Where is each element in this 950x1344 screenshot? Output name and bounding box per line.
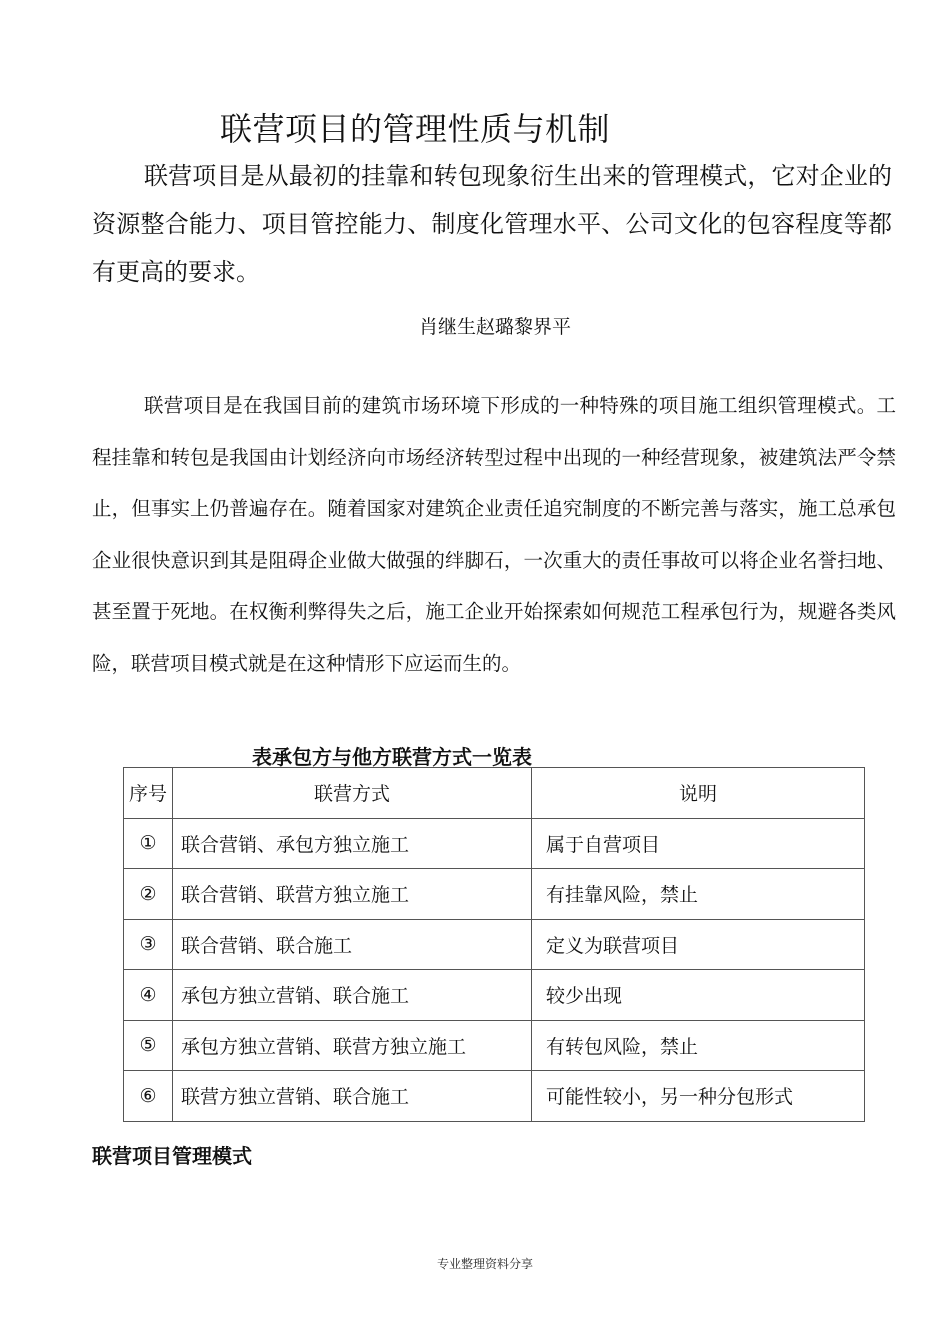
row-mode: 联合营销、承包方独立施工 bbox=[173, 818, 532, 869]
row-index: ⑥ bbox=[124, 1071, 173, 1122]
joint-operation-table bbox=[123, 767, 865, 1122]
row-mode: 联合营销、联合施工 bbox=[173, 919, 532, 970]
row-mode: 联营方独立营销、联合施工 bbox=[173, 1071, 532, 1122]
page-footer: 专业整理资料分享 bbox=[436, 1257, 533, 1271]
row-index: ③ bbox=[124, 919, 173, 970]
row-note: 有挂靠风险，禁止 bbox=[532, 869, 865, 920]
row-note: 较少出现 bbox=[532, 970, 865, 1021]
author-line: 肖继生赵璐黎界平 bbox=[418, 316, 571, 338]
article-title: 联营项目的管理性质与机制 bbox=[220, 110, 611, 148]
row-index: ④ bbox=[124, 970, 173, 1021]
header-index: 序号 bbox=[124, 768, 173, 819]
article-body-paragraph: 联营项目是在我国目前的建筑市场环境下形成的一种特殊的项目施工组织管理模式。工程挂靠和转包是我国由计划经济向市场经济转型过程中出现的一种经营现象，被建筑法严令禁止，但事实上仍普遍存在。随着国家对建筑企业责任追究制度的不断完善与落实，施工总承包企业很快意识到其是阻碍企业做大做强的绊脚石，一次重大的责任事故可以将企业名誉扫地、甚至置于死地。在权衡利弊得失之后，施工企业开始探索如何规范工程承包行为，规避各类风险，联营项目模式就是在这种情形下应运而生的。 bbox=[92, 394, 896, 675]
table-row bbox=[124, 919, 865, 970]
row-mode: 联合营销、联营方独立施工 bbox=[173, 869, 532, 920]
table-header-row bbox=[124, 768, 865, 819]
row-note: 定义为联营项目 bbox=[532, 919, 865, 970]
row-index: ① bbox=[124, 818, 173, 869]
table-row bbox=[124, 818, 865, 869]
row-index: ⑤ bbox=[124, 1020, 173, 1071]
section-heading: 联营项目管理模式 bbox=[92, 1144, 252, 1168]
table-caption: 表承包方与他方联营方式一览表 bbox=[252, 745, 532, 769]
row-note: 属于自营项目 bbox=[532, 818, 865, 869]
table-row bbox=[124, 869, 865, 920]
row-note: 有转包风险，禁止 bbox=[532, 1020, 865, 1071]
row-index: ② bbox=[124, 869, 173, 920]
header-note: 说明 bbox=[532, 768, 865, 819]
table-row bbox=[124, 970, 865, 1021]
article-summary: 联营项目是从最初的挂靠和转包现象衍生出来的管理模式，它对企业的资源整合能力、项目管控能力、制度化管理水平、公司文化的包容程度等都有更高的要求。 bbox=[92, 162, 892, 286]
table-row bbox=[124, 1071, 865, 1122]
header-mode: 联营方式 bbox=[173, 768, 532, 819]
row-note: 可能性较小，另一种分包形式 bbox=[532, 1071, 865, 1122]
row-mode: 承包方独立营销、联合施工 bbox=[173, 970, 532, 1021]
row-mode: 承包方独立营销、联营方独立施工 bbox=[173, 1020, 532, 1071]
table-row bbox=[124, 1020, 865, 1071]
